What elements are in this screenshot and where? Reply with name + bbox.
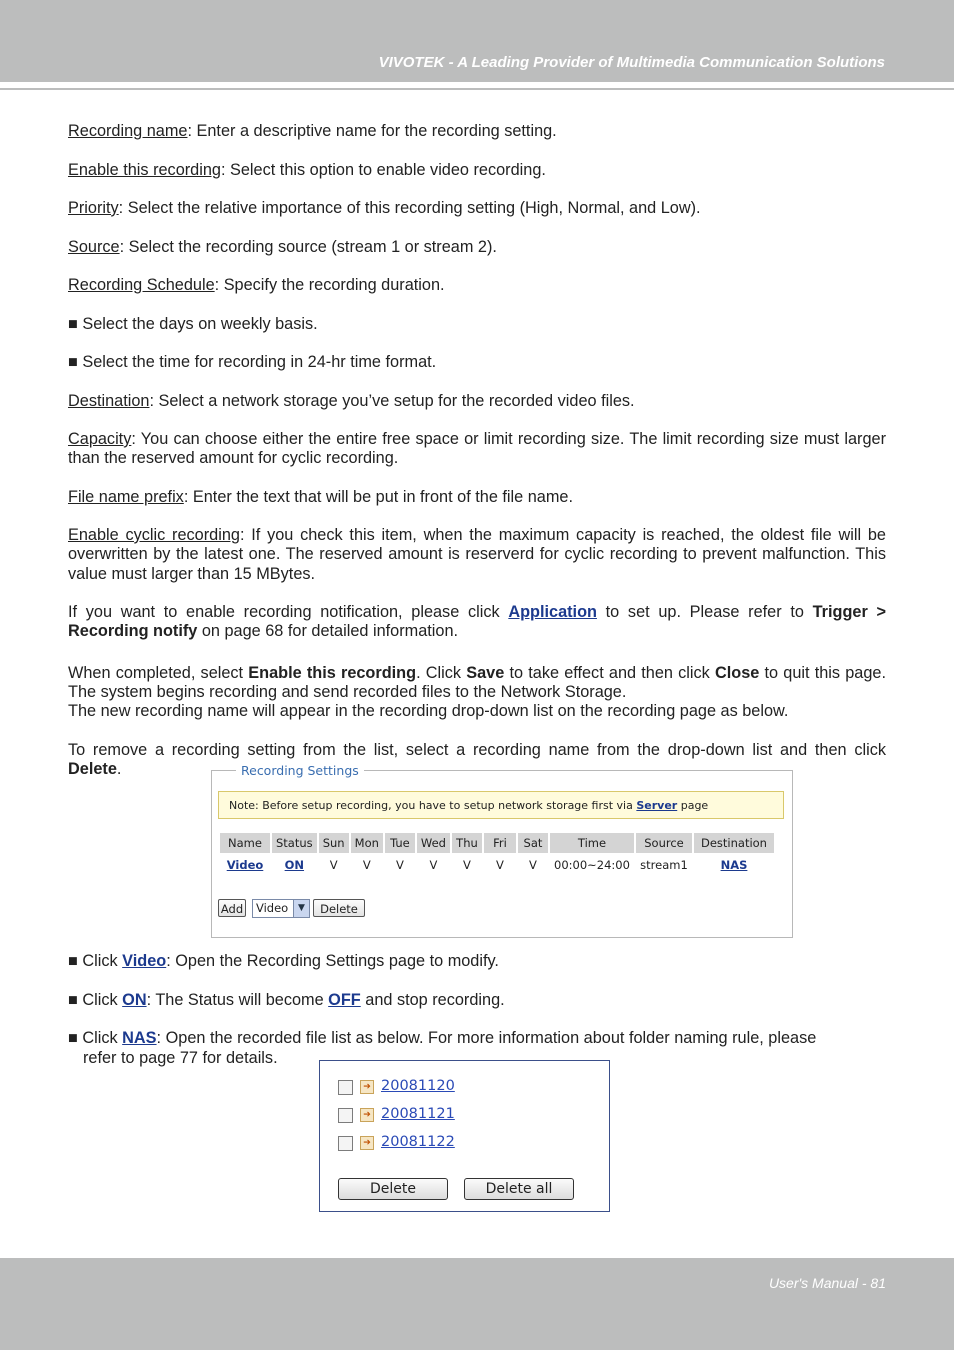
text: To remove a recording setting from the list, select a recording name from the drop-down list and then click [68,741,886,759]
text: ■ Click [68,991,123,1009]
delete-button[interactable]: Delete [338,1178,448,1200]
item-capacity [68,430,886,469]
desc: : Specify the recording duration. [214,276,445,294]
desc: : Select this option to enable video recording. [220,161,546,179]
note-text: Note: Before setup recording, you have to setup network storage first via [229,799,637,812]
text: When completed, select [68,664,249,682]
term: Recording name [68,122,188,140]
delete-button[interactable]: Delete [313,899,365,917]
click-nas-line2: refer to page 77 for details. [83,1049,278,1067]
text: : Open the Recording Settings page to modify. [166,952,499,970]
add-button[interactable]: Add [218,899,246,917]
bold-text: Enable this recording [248,664,417,682]
select-value: Video [256,901,289,915]
bullet-time: ■ Select the time for recording in 24-hr time format. [68,353,437,371]
text: : The Status will become [146,991,329,1009]
desc: : Select the relative importance of this recording setting (High, Normal, and Low). [118,199,701,217]
file-list-panel [319,1060,610,1212]
col-header: Tue [385,833,415,853]
arrow-right-icon: ➔ [360,1080,374,1094]
recording-settings-panel [211,763,793,938]
text: If you want to enable recording notification, please click [68,603,509,621]
term: Priority [68,199,119,217]
col-header: Name [220,833,270,853]
header-title: VIVOTEK - A Leading Provider of Multimedia Communication Solutions [378,54,885,71]
notify-paragraph [68,603,886,642]
text: to take effect and then click [504,664,715,682]
col-header: Time [550,833,634,853]
off-link[interactable]: OFF [328,991,361,1009]
term: File name prefix [68,488,184,506]
folder-link[interactable]: 20081121 [381,1106,455,1122]
bullet-days: ■ Select the days on weekly basis. [68,315,318,333]
nas-link[interactable]: NAS [122,1029,157,1047]
cell-thu: V [463,858,471,872]
status-on-link[interactable]: ON [284,858,305,872]
cell-mon: V [362,858,371,872]
item-priority [68,199,886,218]
bold-text: Trigger > Recording notify [68,603,887,641]
text: . Click [416,664,467,682]
desc: : Enter the text that will be put in front of the file name. [183,488,573,506]
server-link[interactable]: Server [636,799,678,812]
recording-select[interactable] [252,899,310,918]
cell-fri: V [496,858,504,872]
bold-text: Delete [68,760,117,779]
term: Capacity [68,430,132,448]
col-header: Mon [351,833,383,853]
term: Destination [68,392,150,410]
bold-text: Close [714,664,760,682]
completed-line2: The new recording name will appear in the recording drop-down list on the recording page as below. [68,702,789,720]
cell-time: 00:00~24:00 [554,858,630,872]
cell-sun: V [329,858,338,872]
col-header: Destination [694,833,774,853]
bold-text: Save [466,664,505,682]
checkbox[interactable] [338,1108,353,1123]
text: on page 68 for detailed information. [197,622,459,641]
col-header: Status [272,833,317,853]
completed-paragraph [68,664,886,703]
delete-all-button[interactable]: Delete all [464,1178,574,1200]
nas-link[interactable]: NAS [720,858,748,872]
note-end: page [677,799,709,812]
col-header: Fri [484,833,516,853]
col-header: Sat [518,833,548,853]
text: ■ Click [68,952,123,970]
click-on-line [68,991,886,1010]
cell-status [272,853,317,877]
cell-destination [694,853,774,877]
col-header: Thu [452,833,482,853]
item-enable-recording [68,161,886,180]
checkbox[interactable] [338,1080,353,1095]
chevron-down-icon[interactable]: ▼ [293,900,309,917]
item-file-prefix [68,488,886,507]
text: : Open the recorded file list as below. For more information about folder naming rule, please [156,1029,817,1047]
desc: : You can choose either the entire free space or limit recording size. The limit recording size must larger than the reserved amount for cyclic recording. [68,430,886,468]
cell-source: stream1 [640,858,688,872]
col-header: Sun [319,833,349,853]
arrow-right-icon: ➔ [360,1136,374,1150]
arrow-right-icon: ➔ [360,1108,374,1122]
desc: : If you check this item, when the maximum capacity is reached, the oldest file will be overwritten by the latest one. The reserved amount is reserverd for cyclic recording to prevent malfunction. This value must larger than 15 MBytes. [68,526,886,583]
item-schedule [68,276,886,295]
on-link[interactable]: ON [122,991,147,1009]
text: to quit this page. The system begins recording and send recorded files to the Network Storage. [68,664,886,702]
col-header: Wed [417,833,450,853]
term: Source [68,238,120,256]
col-header: Source [636,833,692,853]
checkbox[interactable] [338,1136,353,1151]
text: . [116,760,122,779]
storage-note [218,791,784,819]
video-link[interactable]: Video [122,952,167,970]
item-source [68,238,886,257]
desc: : Enter a descriptive name for the recording setting. [187,122,557,140]
term: Enable this recording [68,161,221,179]
folder-link[interactable]: 20081122 [381,1134,455,1150]
header-divider [0,88,954,90]
text: ■ Click [68,1029,123,1047]
text: to set up. Please refer to [596,603,813,621]
click-video-line [68,952,886,971]
cell-wed: V [429,858,438,872]
item-recording-name [68,122,886,141]
item-destination [68,392,886,411]
page-number: User's Manual - 81 [768,1275,886,1291]
video-link[interactable]: Video [226,858,264,872]
cell-sat: V [529,858,537,872]
application-link[interactable]: Application [508,603,597,621]
desc: : Select a network storage you’ve setup for the recorded video files. [149,392,635,410]
cell-tue: V [395,858,404,872]
term: Recording Schedule [68,276,215,294]
cell-name [220,853,270,877]
table-row [220,853,774,877]
folder-link[interactable]: 20081120 [381,1078,455,1094]
desc: : Select the recording source (stream 1 or stream 2). [119,238,497,256]
click-nas-line [68,1029,886,1048]
item-cyclic [68,526,886,584]
term: Enable cyclic recording [68,526,240,544]
text: and stop recording. [360,991,505,1009]
panel-legend: Recording Settings [236,763,364,778]
recording-table [218,833,776,877]
table-header-row [220,833,774,853]
page-footer [0,1258,954,1350]
